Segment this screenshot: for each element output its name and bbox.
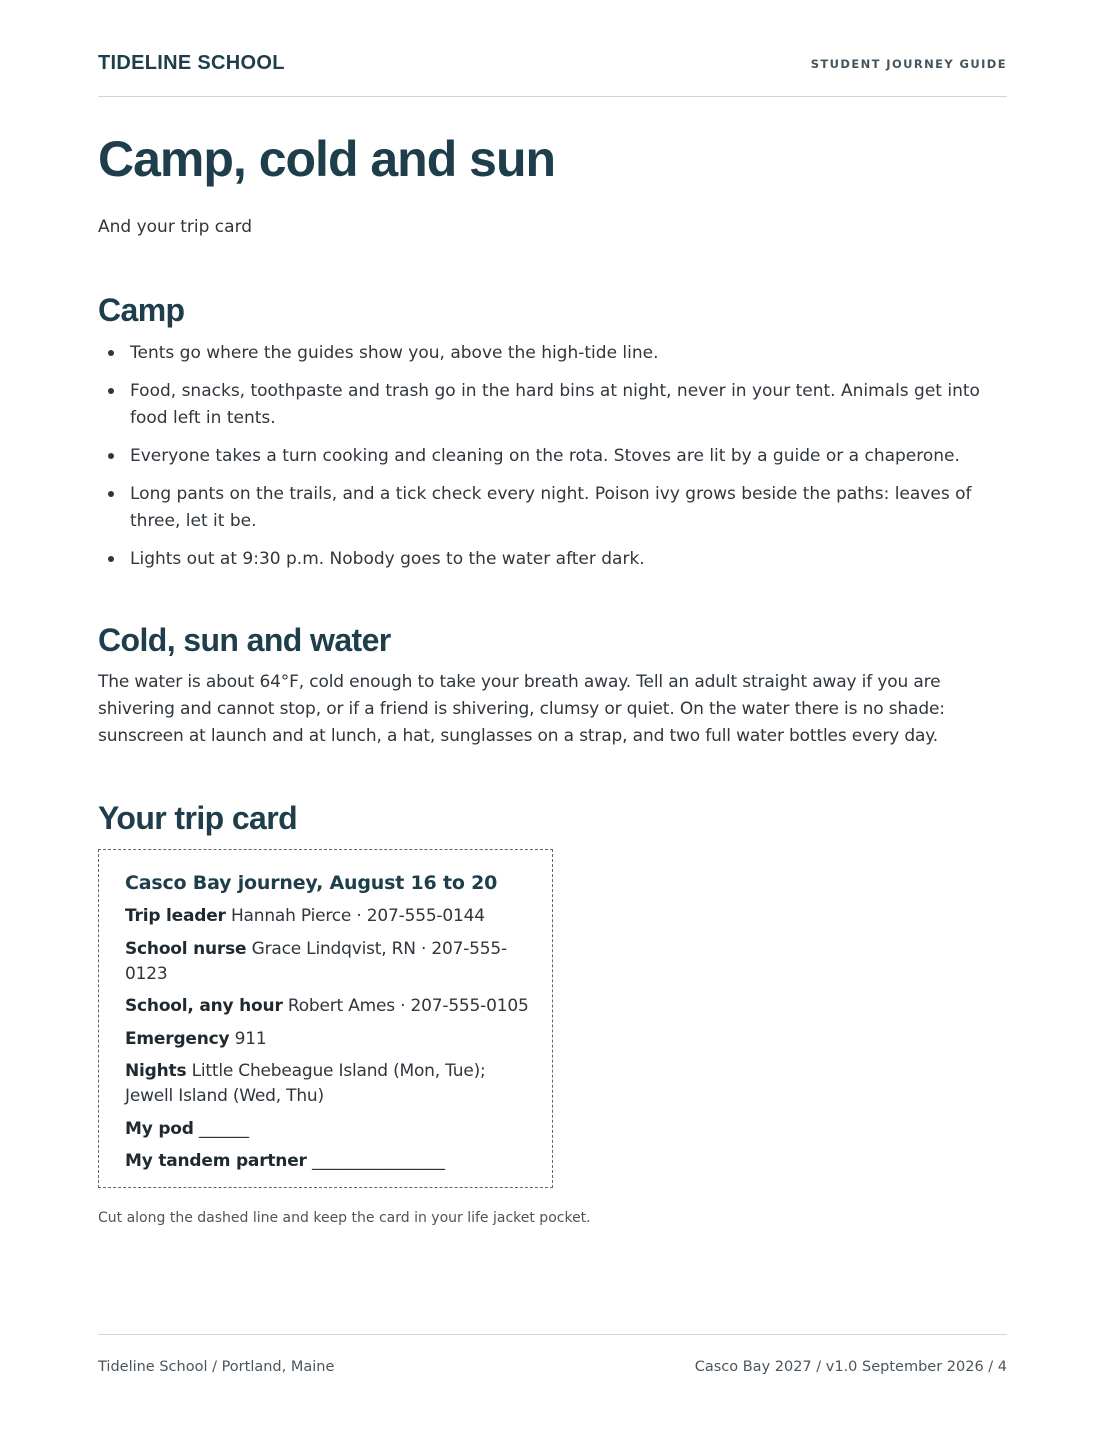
- row-value: ________________: [311, 1151, 445, 1171]
- list-item: [98, 481, 1007, 535]
- row-value: Robert Ames · 207-555-0105: [287, 996, 529, 1016]
- trip-card-title: Casco Bay journey, August 16 to 20: [125, 872, 498, 894]
- row-value: Hannah Pierce · 207-555-0144: [230, 906, 485, 926]
- trip-card-heading: Your trip card: [98, 800, 298, 836]
- school-brand: TIDELINE SCHOOL: [98, 52, 285, 74]
- trip-leader-row: [125, 904, 535, 929]
- list-item-text: Long pants on the trails, and a tick check every night. Poison ivy grows beside the paths: leaves of three, let it be.: [130, 484, 972, 531]
- document-label: STUDENT JOURNEY GUIDE: [810, 57, 1007, 71]
- cold-sun-water-heading: Cold, sun and water: [98, 622, 391, 658]
- page-title: Camp, cold and sun: [98, 131, 556, 187]
- row-value: Grace Lindqvist, RN · 207-555-0123: [125, 938, 507, 984]
- footer-school: Tideline School / Portland, Maine: [98, 1359, 335, 1375]
- list-item-text: Tents go where the guides show you, above the high-tide line.: [130, 343, 659, 363]
- row-value: 911: [234, 1028, 267, 1049]
- nights-row: [125, 1059, 535, 1109]
- camp-rules-list: [98, 340, 1007, 584]
- page-subtitle: And your trip card: [98, 217, 253, 237]
- emergency-row: [125, 1027, 535, 1052]
- bullet-icon: [108, 491, 114, 497]
- row-label: Trip leader: [125, 906, 226, 926]
- row-label: School nurse: [125, 938, 247, 959]
- tandem-partner-row: [125, 1149, 535, 1174]
- footer-version-page: Casco Bay 2027 / v1.0 September 2026 / 4: [694, 1359, 1007, 1375]
- list-item-text: Food, snacks, toothpaste and trash go in the hard bins at night, never in your tent. Animals get into food left in tents.: [130, 381, 980, 428]
- row-label: My tandem partner: [125, 1151, 307, 1171]
- list-item: [98, 378, 1007, 432]
- school-nurse-row: [125, 937, 535, 987]
- list-item-text: Lights out at 9:30 p.m. Nobody goes to the water after dark.: [130, 549, 645, 569]
- row-value: Little Chebeague Island (Mon, Tue); Jewell Island (Wed, Thu): [125, 1061, 486, 1106]
- bullet-icon: [108, 388, 114, 394]
- row-label: Nights: [125, 1061, 187, 1081]
- row-value: ______: [198, 1118, 249, 1139]
- cold-sun-water-text: The water is about 64°F, cold enough to take your breath away. Tell an adult straight away if you are shivering and cannot stop, or if a friend is shivering, clumsy or quiet. On the water there is no shade: sunscreen at launch and at lunch, a hat, sunglasses on a strap, and two full water bottles every day.: [98, 672, 945, 746]
- school-contact-row: [125, 994, 535, 1019]
- camp-heading: Camp: [98, 292, 185, 328]
- row-label: School, any hour: [125, 996, 283, 1016]
- page-header: [98, 50, 1007, 97]
- bullet-icon: [108, 453, 114, 459]
- page-footer: [98, 1334, 1007, 1384]
- row-label: Emergency: [125, 1028, 230, 1049]
- row-label: My pod: [125, 1118, 194, 1139]
- my-pod-row: [125, 1117, 535, 1142]
- list-item: [98, 340, 1007, 367]
- bullet-icon: [108, 350, 114, 356]
- page: [98, 0, 1007, 1430]
- list-item-text: Everyone takes a turn cooking and cleaning on the rota. Stoves are lit by a guide or a chaperone.: [130, 446, 960, 466]
- trip-card-caption: Cut along the dashed line and keep the card in your life jacket pocket.: [98, 1210, 591, 1226]
- bullet-icon: [108, 556, 114, 562]
- list-item: [98, 443, 1007, 470]
- list-item: [98, 546, 1007, 573]
- trip-card: [98, 849, 553, 1188]
